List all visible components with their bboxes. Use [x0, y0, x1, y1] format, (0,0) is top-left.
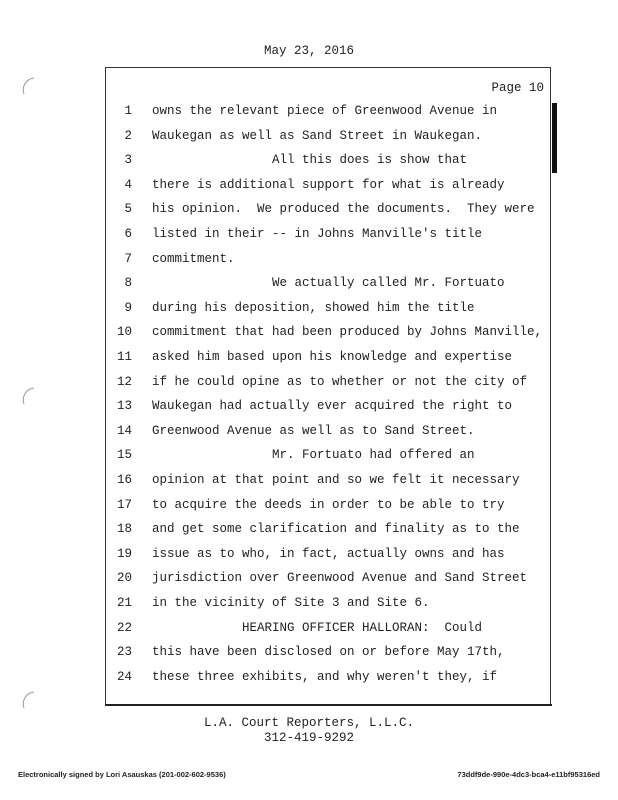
line-text: Waukegan had actually ever acquired the right to	[152, 399, 513, 414]
line-text: Greenwood Avenue as well as to Sand Street.	[152, 423, 475, 438]
transcript-line	[106, 202, 550, 222]
transcript-line	[106, 547, 550, 567]
line-number: 13	[116, 399, 132, 414]
punch-hole-mark-top	[16, 76, 36, 96]
line-number: 5	[124, 202, 132, 217]
frame-bottom-rule	[105, 704, 552, 706]
transcript-line	[106, 227, 550, 247]
transcript-line	[106, 645, 550, 665]
line-text: opinion at that point and so we felt it necessary	[152, 473, 520, 487]
line-number: 17	[116, 497, 132, 512]
line-text: during his deposition, showed him the title	[152, 300, 475, 315]
transcript-line	[106, 670, 550, 690]
line-number: 8	[124, 276, 132, 291]
line-text: issue as to who, in fact, actually owns and has	[152, 546, 505, 561]
transcript-line	[106, 129, 550, 149]
transcript-line	[106, 571, 550, 591]
line-text: HEARING OFFICER HALLORAN: Could	[152, 620, 483, 635]
transcript-line	[106, 596, 550, 616]
line-text: Waukegan as well as Sand Street in Waukegan.	[152, 128, 483, 143]
line-number: 20	[116, 571, 132, 586]
line-number: 22	[116, 620, 132, 635]
line-text: asked him based upon his knowledge and expertise	[152, 350, 513, 364]
line-text: Mr. Fortuato had offered an	[152, 448, 475, 463]
line-number: 10	[116, 325, 132, 340]
line-number: 12	[116, 374, 132, 389]
line-number: 21	[116, 596, 132, 610]
reporter-company: L.A. Court Reporters, L.L.C.	[203, 716, 415, 730]
line-text: We actually called Mr. Fortuato	[152, 276, 505, 291]
transcript-line	[106, 375, 550, 395]
line-number: 2	[124, 128, 132, 143]
line-number: 11	[116, 350, 132, 364]
transcript-line	[106, 424, 550, 444]
transcript-line	[106, 473, 550, 493]
page-number: Page 10	[491, 81, 544, 95]
line-text: this have been disclosed on or before May 17th,	[152, 645, 505, 660]
line-number: 19	[116, 546, 132, 561]
line-text: if he could opine as to whether or not the city of	[152, 374, 528, 389]
transcript-line	[106, 522, 550, 542]
line-number: 14	[116, 423, 132, 438]
line-text: and get some clarification and finality as to the	[152, 522, 520, 537]
transcript-line	[106, 104, 550, 124]
line-text: jurisdiction over Greenwood Avenue and Sand Street	[152, 571, 528, 586]
transcript-line	[106, 325, 550, 345]
transcript-line	[106, 621, 550, 641]
document-hash-id: 73ddf9de-990e-4dc3-bca4-e11bf95316ed	[457, 770, 600, 779]
line-text: there is additional support for what is already	[152, 177, 505, 192]
transcript-line	[106, 399, 550, 419]
line-text: in the vicinity of Site 3 and Site 6.	[152, 596, 430, 610]
line-number: 18	[116, 522, 132, 537]
transcript-line	[106, 252, 550, 272]
line-number: 4	[124, 177, 132, 192]
transcript-line	[106, 276, 550, 296]
punch-hole-mark-middle	[16, 386, 36, 406]
transcript-line	[106, 301, 550, 321]
transcript-line	[106, 498, 550, 518]
line-number: 6	[124, 227, 132, 241]
line-number: 9	[124, 300, 132, 315]
transcript-page-frame	[105, 67, 551, 705]
line-text: these three exhibits, and why weren't they, if	[152, 669, 498, 684]
line-number: 23	[116, 645, 132, 660]
line-number: 24	[116, 669, 132, 684]
line-text: commitment that had been produced by Johns Manville,	[152, 325, 543, 340]
transcript-line	[106, 178, 550, 198]
line-number: 7	[124, 251, 132, 266]
margin-bar	[552, 103, 557, 173]
reporter-phone: 312-419-9292	[263, 731, 354, 745]
line-text: owns the relevant piece of Greenwood Avenue in	[152, 104, 498, 118]
line-number: 3	[124, 153, 132, 168]
line-number: 1	[124, 104, 132, 118]
electronic-signature-note: Electronically signed by Lori Asauskas (201-002-602-9536)	[18, 770, 226, 779]
transcript-line	[106, 350, 550, 370]
line-text: to acquire the deeds in order to be able to try	[152, 497, 505, 512]
line-text: commitment.	[152, 251, 235, 266]
line-text: listed in their -- in Johns Manville's title	[152, 227, 483, 241]
line-number: 15	[116, 448, 132, 463]
line-text: All this does is show that	[152, 153, 468, 168]
line-text: his opinion. We produced the documents. They were	[152, 202, 535, 217]
transcript-date: May 23, 2016	[263, 44, 354, 58]
transcript-line	[106, 448, 550, 468]
line-number: 16	[116, 473, 132, 487]
punch-hole-mark-bottom	[16, 690, 36, 710]
transcript-line	[106, 153, 550, 173]
